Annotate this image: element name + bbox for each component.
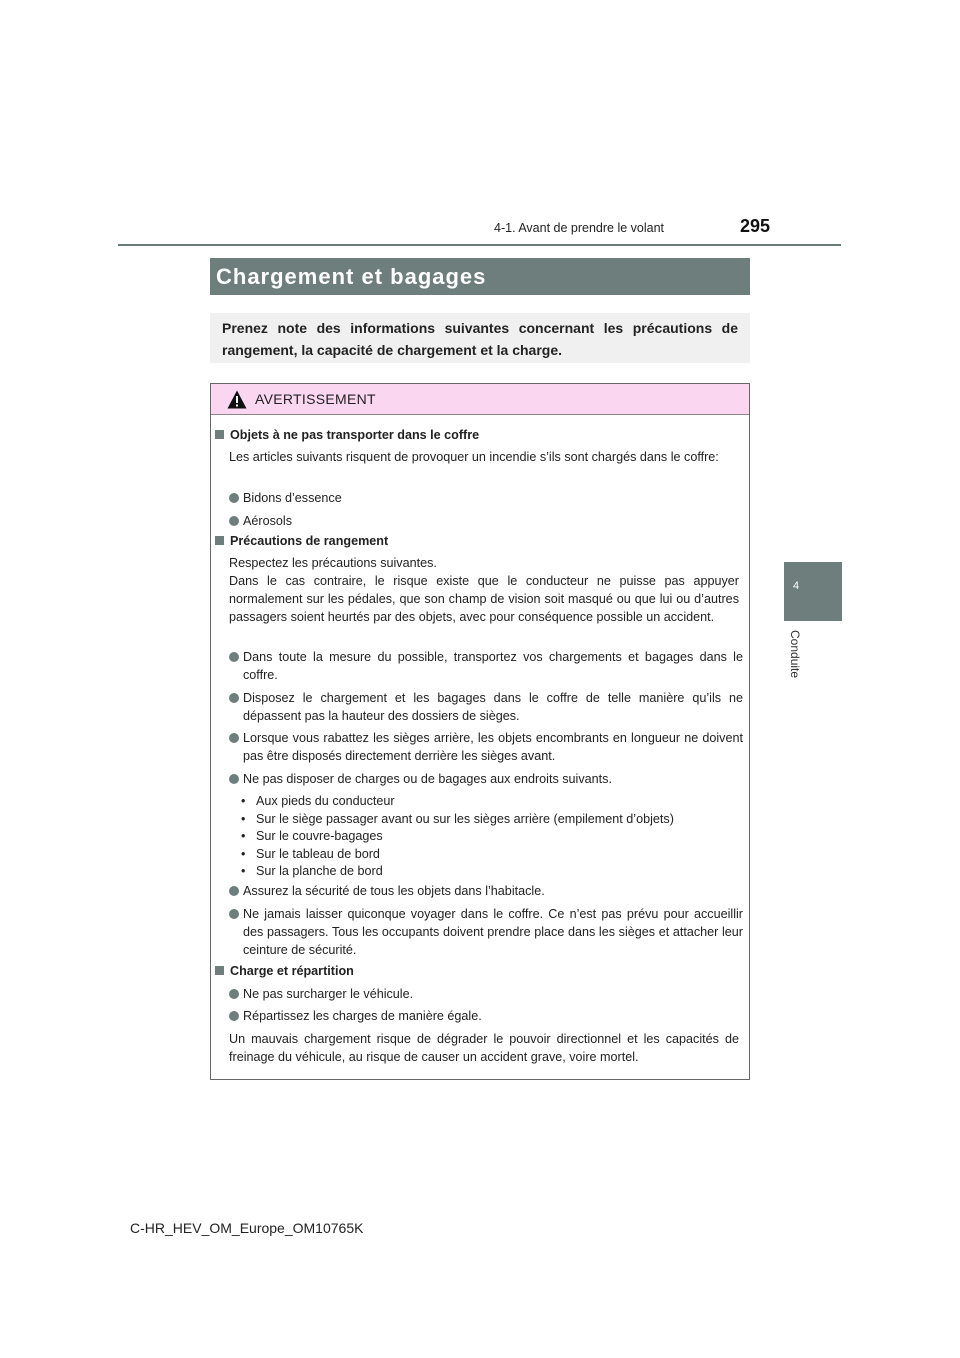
warning-triangle-icon (227, 390, 247, 409)
sub-list-item: • Sur le couvre-bagages (241, 828, 741, 846)
chapter-number: 4 (793, 580, 800, 592)
paragraph: Respectez les précautions suivantes. (229, 556, 437, 570)
paragraph: Les articles suivants risquent de provoquer un incendie s’ils sont chargés dans le coffre: (229, 450, 719, 464)
square-bullet-icon (215, 536, 224, 545)
chapter-tab[interactable] (784, 562, 842, 621)
bullet-item (229, 512, 743, 530)
title-bar (210, 258, 750, 295)
sub-list-item: • Aux pieds du conducteur (241, 793, 741, 811)
circle-bullet-icon (229, 774, 239, 784)
bullet-text: Ne pas disposer de charges ou de bagages aux endroits suivants. (243, 772, 612, 786)
warning-header (211, 384, 749, 415)
square-bullet-icon (215, 966, 224, 975)
circle-bullet-icon (229, 1011, 239, 1021)
bullet-text: Ne pas surcharger le véhicule. (243, 987, 414, 1001)
circle-bullet-icon (229, 652, 239, 662)
sub-list-item: • Sur la planche de bord (241, 863, 741, 881)
intro-box: Prenez note des informations suivantes concernant les précautions de rangement, la capacité de chargement et la charge. (210, 313, 750, 363)
bullet-item (229, 689, 743, 725)
page-title: Chargement et bagages (216, 264, 487, 289)
bullet-item (229, 1007, 743, 1025)
section-heading (215, 428, 479, 442)
sub-list-item: • Sur le tableau de bord (241, 846, 741, 864)
circle-bullet-icon (229, 989, 239, 999)
bullet-item (229, 770, 743, 788)
section-heading (215, 964, 354, 978)
bullet-item (229, 985, 743, 1003)
bullet-item (229, 882, 743, 900)
bullet-item (229, 489, 743, 507)
bullet-text: Assurez la sécurité de tous les objets dans l’habitacle. (243, 884, 545, 898)
header-rule (118, 244, 841, 246)
square-bullet-icon (215, 430, 224, 439)
bullet-text: Ne jamais laisser quiconque voyager dans le coffre. Ce n’est pas prévu pour accueillir des passagers. Tous les occupants doivent prendre place dans les sièges et attacher leur ceinture de sécurité. (243, 907, 743, 957)
circle-bullet-icon (229, 693, 239, 703)
circle-bullet-icon (229, 493, 239, 503)
paragraph: Un mauvais chargement risque de dégrader le pouvoir directionnel et les capacités de freinage du véhicule, au risque de causer un accident grave, voire mortel. (229, 1032, 739, 1064)
bullet-text: Aérosols (243, 514, 292, 528)
chapter-label: Conduite (788, 630, 802, 679)
section-heading-text: Précautions de rangement (230, 534, 389, 548)
bullet-text: Lorsque vous rabattez les sièges arrière, les objets encombrants en longueur ne doivent pas être disposés directement derrière les sièges avant. (243, 731, 743, 763)
section-heading-text: Objets à ne pas transporter dans le coffre (230, 428, 480, 442)
page-number: 295 (740, 216, 771, 236)
bullet-text: Répartissez les charges de manière égale. (243, 1009, 482, 1023)
bullet-item (229, 648, 743, 684)
bullet-text: Dans toute la mesure du possible, transportez vos chargements et bagages dans le coffre. (243, 650, 743, 682)
circle-bullet-icon (229, 516, 239, 526)
paragraph: Dans le cas contraire, le risque existe que le conducteur ne puisse pas appuyer normalement sur les pédales, que son champ de vision soit masqué ou que lui ou d’autres passagers soient heurtés par des objets, avec pour conséquence possible un accident. (229, 574, 739, 624)
bullet-text: Bidons d’essence (243, 491, 342, 505)
section-heading (215, 534, 388, 548)
warning-box (210, 383, 750, 1080)
bullet-item (229, 729, 743, 765)
section-heading-text: Charge et répartition (230, 964, 354, 978)
footer-document-id: C-HR_HEV_OM_Europe_OM10765K (130, 1220, 364, 1236)
sub-list (241, 793, 741, 881)
bullet-item (229, 905, 743, 959)
circle-bullet-icon (229, 909, 239, 919)
header-section-title: 4-1. Avant de prendre le volant (494, 221, 665, 235)
sub-list-item: • Sur le siège passager avant ou sur les sièges arrière (empilement d’objets) (241, 811, 741, 829)
warning-title: AVERTISSEMENT (255, 391, 376, 407)
bullet-text: Disposez le chargement et les bagages dans le coffre de telle manière qu’ils ne dépassent pas la hauteur des dossiers de sièges. (243, 691, 743, 723)
circle-bullet-icon (229, 733, 239, 743)
circle-bullet-icon (229, 886, 239, 896)
